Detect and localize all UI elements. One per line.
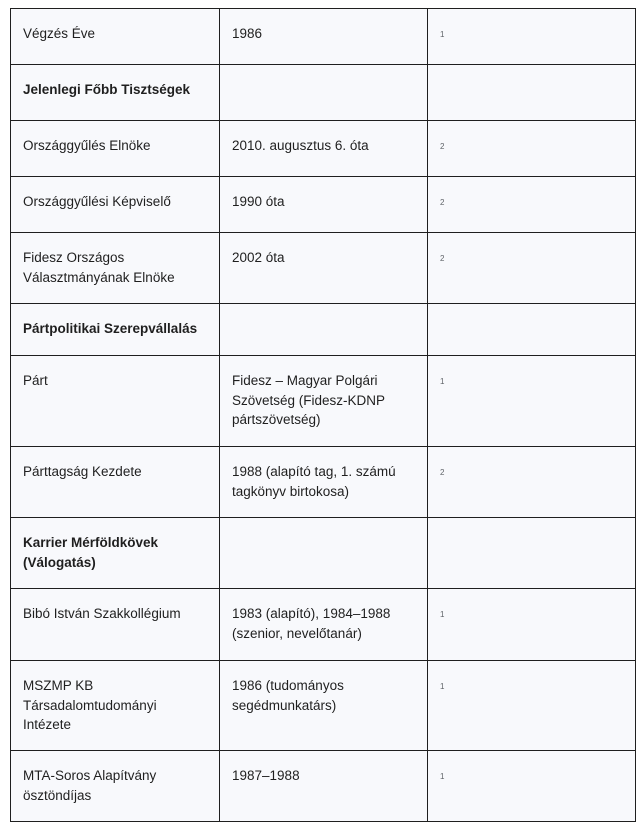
row-value — [220, 65, 428, 121]
table-row — [11, 9, 636, 65]
row-label: Végzés Éve — [11, 9, 220, 65]
row-value: 2010. augusztus 6. óta — [220, 121, 428, 177]
citation-marker[interactable]: 1 — [440, 772, 445, 781]
info-table — [10, 8, 636, 822]
citation-marker[interactable]: 2 — [440, 468, 445, 477]
row-value — [220, 518, 428, 589]
table-row — [11, 177, 636, 233]
row-reference[interactable] — [428, 751, 636, 822]
row-label: Párt — [11, 356, 220, 447]
citation-marker[interactable]: 2 — [440, 198, 445, 207]
section-heading-row — [11, 304, 636, 356]
table-row — [11, 356, 636, 447]
row-reference[interactable] — [428, 177, 636, 233]
row-value: 1987–1988 — [220, 751, 428, 822]
row-value: 1986 (tudományos segédmunkatárs) — [220, 661, 428, 751]
row-value: 1990 óta — [220, 177, 428, 233]
row-reference — [428, 65, 636, 121]
row-value: 1988 (alapító tag, 1. számú tagkönyv birtokosa) — [220, 447, 428, 518]
row-reference[interactable] — [428, 447, 636, 518]
section-heading: Karrier Mérföldkövek (Válogatás) — [11, 518, 220, 589]
table-row — [11, 589, 636, 661]
section-heading-row — [11, 65, 636, 121]
row-value — [220, 304, 428, 356]
citation-marker[interactable]: 1 — [440, 610, 445, 619]
row-value: 2002 óta — [220, 233, 428, 304]
table-row — [11, 121, 636, 177]
table-row — [11, 233, 636, 304]
table-row — [11, 447, 636, 518]
citation-marker[interactable]: 1 — [440, 682, 445, 691]
row-label: Bibó István Szakkollégium — [11, 589, 220, 661]
row-reference — [428, 304, 636, 356]
row-label: Országgyűlés Elnöke — [11, 121, 220, 177]
row-reference[interactable] — [428, 356, 636, 447]
table-row — [11, 661, 636, 751]
citation-marker[interactable]: 2 — [440, 142, 445, 151]
row-reference[interactable] — [428, 121, 636, 177]
citation-marker[interactable]: 2 — [440, 254, 445, 263]
citation-marker[interactable]: 1 — [440, 30, 445, 39]
row-reference[interactable] — [428, 9, 636, 65]
row-reference — [428, 518, 636, 589]
row-value: Fidesz – Magyar Polgári Szövetség (Fidesz-KDNP pártszövetség) — [220, 356, 428, 447]
row-reference[interactable] — [428, 661, 636, 751]
section-heading: Pártpolitikai Szerepvállalás — [11, 304, 220, 356]
section-heading-row — [11, 518, 636, 589]
row-value: 1983 (alapító), 1984–1988 (szenior, nevelőtanár) — [220, 589, 428, 661]
row-label: Párttagság Kezdete — [11, 447, 220, 518]
row-reference[interactable] — [428, 233, 636, 304]
row-label: MTA-Soros Alapítvány ösztöndíjas — [11, 751, 220, 822]
row-value: 1986 — [220, 9, 428, 65]
section-heading: Jelenlegi Főbb Tisztségek — [11, 65, 220, 121]
row-label: MSZMP KB Társadalomtudományi Intézete — [11, 661, 220, 751]
table-row — [11, 751, 636, 822]
row-reference[interactable] — [428, 589, 636, 661]
row-label: Fidesz Országos Választmányának Elnöke — [11, 233, 220, 304]
citation-marker[interactable]: 1 — [440, 377, 445, 386]
row-label: Országgyűlési Képviselő — [11, 177, 220, 233]
